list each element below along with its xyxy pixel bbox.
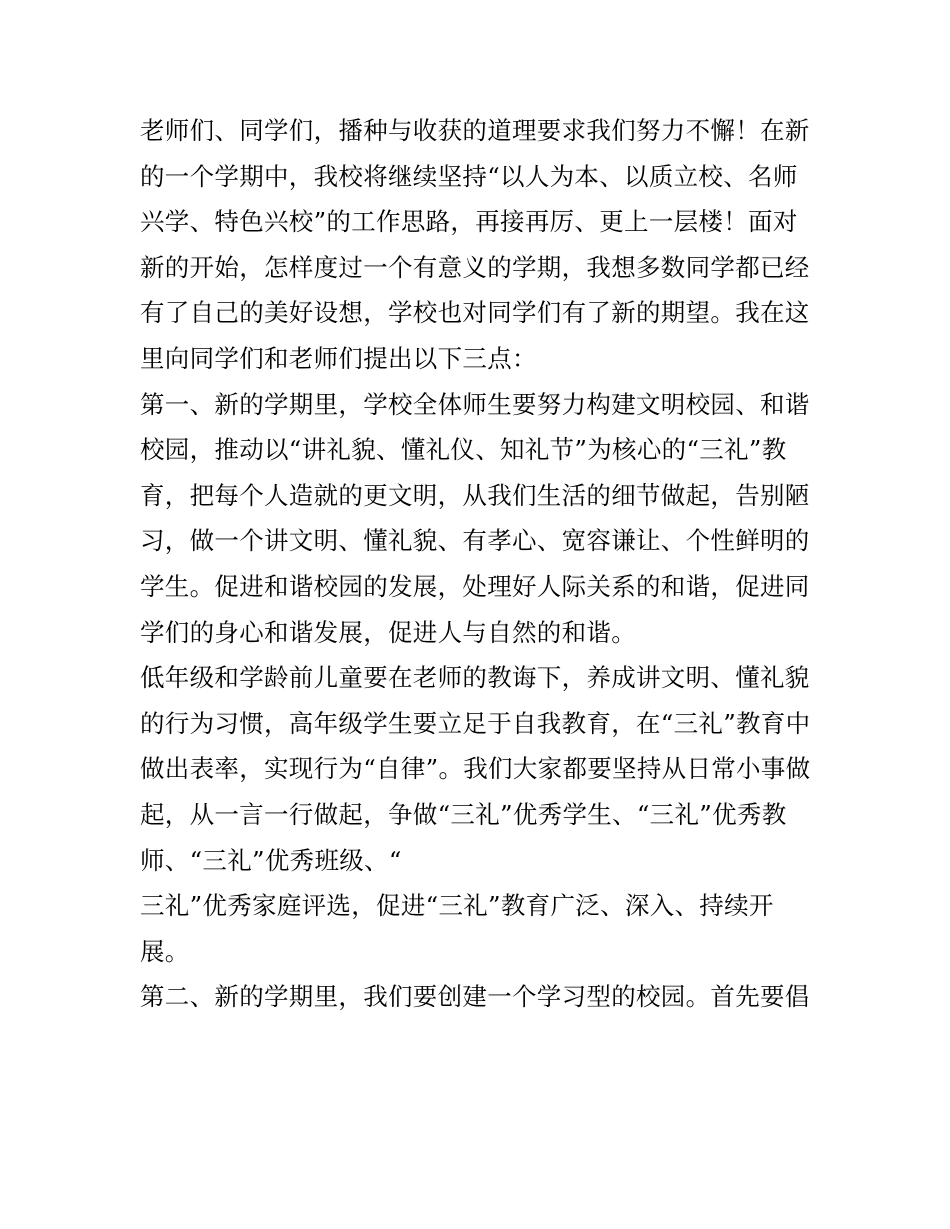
text-line: 校园，推动以“讲礼貌、懂礼仪、知礼节”为核心的“三礼”教 (140, 435, 787, 465)
text-line: 低年级和学龄前儿童要在老师的教诲下，养成讲文明、懂礼貌 (140, 663, 810, 693)
text-line: 学们的身心和谐发展，促进人与自然的和谐。 (140, 617, 636, 647)
body-text (140, 108, 820, 1020)
text-line: 新的开始，怎样度过一个有意义的学期，我想多数同学都已经 (140, 252, 810, 282)
text-line: 习，做一个讲文明、懂礼貌、有孝心、宽容谦让、个性鲜明的 (140, 526, 810, 556)
text-line: 育，把每个人造就的更文明，从我们生活的细节做起，告别陋 (140, 480, 810, 510)
text-line: 有了自己的美好设想，学校也对同学们有了新的期望。我在这 (140, 298, 810, 328)
text-line: 师、“三礼”优秀班级、“ (140, 845, 402, 875)
text-line: 展。 (140, 936, 190, 966)
text-line: 三礼”优秀家庭评选，促进“三礼”教育广泛、深入、持续开 (140, 891, 774, 921)
text-line: 里向同学们和老师们提出以下三点： (140, 343, 537, 373)
text-line: 的行为习惯，高年级学生要立足于自我教育，在“三礼”教育中 (140, 708, 811, 738)
text-line: 第一、新的学期里，学校全体师生要努力构建文明校园、和谐 (140, 389, 810, 419)
text-line: 兴学、特色兴校”的工作思路，再接再厉、更上一层楼！面对 (140, 207, 798, 237)
text-line: 学生。促进和谐校园的发展，处理好人际关系的和谐，促进同 (140, 571, 810, 601)
text-line: 第二、新的学期里，我们要创建一个学习型的校园。首先要倡 (140, 982, 810, 1012)
text-line: 老师们、同学们，播种与收获的道理要求我们努力不懈！在新 (140, 116, 810, 145)
text-line: 起，从一言一行做起，争做“三礼”优秀学生、“三礼”优秀教 (140, 799, 787, 829)
text-line: 做出表率，实现行为“自律”。我们大家都要坚持从日常小事做 (140, 754, 811, 784)
text-line: 的一个学期中，我校将继续坚持“以人为本、以质立校、名师 (140, 161, 798, 191)
